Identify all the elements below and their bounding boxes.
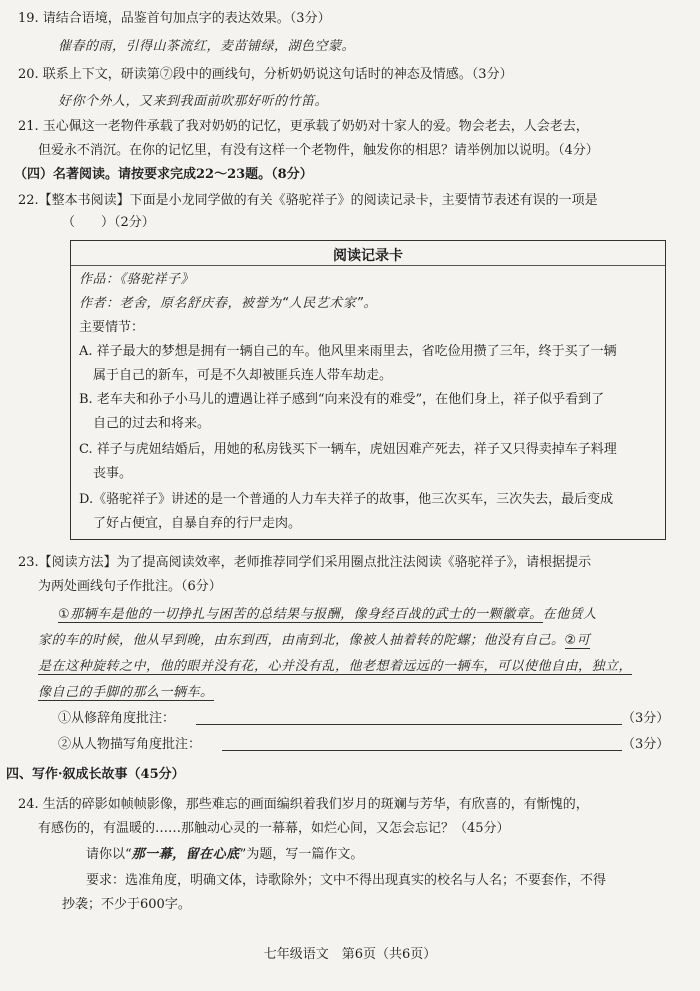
annotation-1-score: （3分） [622,711,670,726]
annotation-1-label: ①从修辞角度批注： [58,711,176,726]
option-b-line2: 自己的过去和将来。 [93,416,211,431]
q20-quote: 好你个外人，又来到我面前吹那好听的竹笛。 [58,94,329,109]
q24-line3 [86,846,682,864]
annotation-1-answer-line[interactable] [196,724,622,725]
q24-line1: 24. 生活的碎影如帧帧影像，那些难忘的画面编织着我们岁月的斑斓与芳华，有欣喜的，有惭愧的， [18,797,589,812]
q21-line2: 但爱永不消沉。在你的记忆里，有没有这样一个老物件，触发你的相思？请举例加以说明。（4分） [38,143,599,158]
q19-prompt: 19. 请结合语境，品鉴首句加点字的表达效果。（3分） [18,11,331,26]
q20-prompt: 20. 联系上下文，研读第⑦段中的画线句，分析奶奶说这句话时的神态及情感。（3分） [18,67,513,82]
option-b-line1: B. 老车夫和孙子小马儿的遭遇让祥子感到“向来没有的难受”，在他们身上，祥子似乎看到了 [79,392,605,407]
prompt-text: ”为题，写一篇作文。 [239,847,364,862]
section-writing-heading: 四、写作·叙成长故事（45分） [6,767,185,782]
card-plot-label: 主要情节： [79,320,145,335]
option-c-line2: 丧事。 [93,466,133,481]
underlined-sentence-2-mid: 是在这种旋转之中，他的眼并没有花，心并没有乱，他老想着远远的一辆车，可以使他自由，独立， [38,659,633,674]
q19-quote: 催春的雨，引得山茶流红，麦苗铺绿，湖色空蒙。 [58,39,356,54]
card-author: 作者：老舍，原名舒庆春，被誉为“人民艺术家”。 [79,296,377,311]
q23-line2: 为两处画线句子作批注。（6分） [38,579,222,594]
option-d-line2: 了好占便宜，自暴自弃的行尸走肉。 [93,516,302,531]
q22-line2: （ ）（2分） [62,215,155,230]
q24-requirements-line2: 抄袭；不少于600字。 [62,897,191,912]
reading-record-card [70,240,666,540]
option-a-line1: A. 祥子最大的梦想是拥有一辆自己的车。他风里来雨里去，省吃俭用攒了三年，终于买了一辆 [79,344,617,359]
annotation-2-label: ②从人物描写角度批注： [58,737,202,752]
passage-text: 在他赁人 [542,607,597,622]
page-footer: 七年级语文 第6页（共6页） [263,947,437,962]
q24-requirements-line1: 要求：选准角度，明确文体，诗歌除外；文中不得出现真实的校名与人名；不要套作，不得 [86,873,607,888]
card-divider [71,265,665,266]
option-c-line1: C. 祥子与虎妞结婚后，用她的私房钱买下一辆车，虎妞因难产死去，祥子又只得卖掉车子料理 [79,442,617,457]
card-title: 阅读记录卡 [333,248,403,264]
q23-passage-line1 [58,606,682,624]
annotation-2-answer-line[interactable] [222,750,622,751]
underlined-sentence-1: ①那辆车是他的一切挣扎与困苦的总结果与报酬，像身经百战的武士的一颗徽章。 [58,607,543,622]
option-a-line2: 属于自己的新车，可是不久却被匪兵连人带车劫走。 [93,368,393,383]
card-work: 作品：《骆驼祥子》 [79,272,195,287]
essay-title: 那一幕，留在心底 [131,847,240,862]
passage-text: 家的车的时候，他从早到晚，由东到西，由南到北，像被人抽着转的陀螺；他没有自己。 [38,633,565,648]
q22-line1: 22.【整本书阅读】下面是小龙同学做的有关《骆驼祥子》的阅读记录卡，主要情节表述有误的一项是 [18,193,598,208]
q21-line1: 21. 玉心佩这一老物件承载了我对奶奶的记忆，更承载了奶奶对十家人的爱。物会老去，人会老去， [18,119,589,134]
prompt-text: 请你以“ [86,847,132,862]
q23-passage-line3 [38,658,682,676]
section-reading-heading: （四）名著阅读。请按要求完成22～23题。（8分） [14,167,313,182]
q23-passage-line4 [38,684,682,702]
underlined-sentence-2-start: ②可 [564,633,591,648]
annotation-2-score: （3分） [622,737,670,752]
q24-line2: 有感伤的，有温暖的……那触动心灵的一幕幕，如烂心间，又怎会忘记？（45分） [38,821,510,836]
option-d-line1: D.《骆驼祥子》讲述的是一个普通的人力车夫祥子的故事，他三次买车，三次失去，最后变成 [79,492,614,507]
q23-line1: 23.【阅读方法】为了提高阅读效率，老师推荐同学们采用圈点批注法阅读《骆驼祥子》，请根据提示 [18,555,592,570]
q23-passage-line2 [38,632,682,650]
underlined-sentence-2-end: 像自己的手脚的那么一辆车。 [38,685,214,700]
